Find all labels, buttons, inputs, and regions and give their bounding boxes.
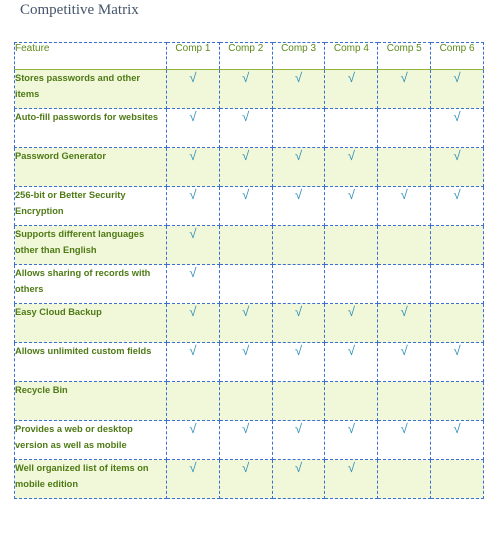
competitive-matrix-table [14,42,484,499]
feature-cell: Easy Cloud Backup [15,304,167,343]
empty-cell [219,226,272,265]
feature-cell: Stores passwords and other items [15,70,167,109]
column-header-comp-6: Comp 6 [431,43,484,70]
check-mark-cell: √ [325,421,378,460]
column-header-comp-4: Comp 4 [325,43,378,70]
check-mark-cell: √ [325,460,378,499]
check-mark-cell: √ [325,148,378,187]
check-mark-cell: √ [272,460,325,499]
check-mark-cell: √ [272,148,325,187]
empty-cell [431,265,484,304]
empty-cell [272,109,325,148]
table-row [15,460,484,499]
check-mark-cell: √ [378,343,431,382]
empty-cell [325,226,378,265]
column-header-comp-2: Comp 2 [219,43,272,70]
page-title: Competitive Matrix [20,2,139,18]
table-row [15,304,484,343]
empty-cell [167,382,220,421]
feature-cell: Allows sharing of records with others [15,265,167,304]
table-row [15,109,484,148]
empty-cell [431,460,484,499]
table-row [15,70,484,109]
check-mark-cell: √ [167,226,220,265]
check-mark-cell: √ [167,304,220,343]
feature-cell: Well organized list of items on mobile edition [15,460,167,499]
check-mark-cell: √ [325,343,378,382]
check-mark-cell: √ [167,343,220,382]
table-row [15,343,484,382]
check-mark-cell: √ [378,421,431,460]
empty-cell [378,109,431,148]
check-mark-cell: √ [219,460,272,499]
check-mark-cell: √ [272,70,325,109]
check-mark-cell: √ [325,187,378,226]
check-mark-cell: √ [219,70,272,109]
check-mark-cell: √ [219,421,272,460]
empty-cell [378,226,431,265]
table-row [15,265,484,304]
empty-cell [325,382,378,421]
check-mark-cell: √ [272,187,325,226]
check-mark-cell: √ [272,343,325,382]
check-mark-cell: √ [431,343,484,382]
empty-cell [378,148,431,187]
column-header-comp-3: Comp 3 [272,43,325,70]
check-mark-cell: √ [219,304,272,343]
check-mark-cell: √ [431,70,484,109]
check-mark-cell: √ [167,265,220,304]
table-row [15,226,484,265]
empty-cell [325,265,378,304]
feature-cell: Recycle Bin [15,382,167,421]
empty-cell [219,382,272,421]
check-mark-cell: √ [378,304,431,343]
feature-cell: Password Generator [15,148,167,187]
table-header-row [15,43,484,70]
feature-cell: Supports different languages other than English [15,226,167,265]
feature-cell: Provides a web or desktop version as well as mobile [15,421,167,460]
check-mark-cell: √ [167,187,220,226]
check-mark-cell: √ [431,148,484,187]
table-row [15,148,484,187]
empty-cell [431,226,484,265]
check-mark-cell: √ [219,187,272,226]
empty-cell [378,460,431,499]
check-mark-cell: √ [431,109,484,148]
column-header-comp-1: Comp 1 [167,43,220,70]
empty-cell [272,226,325,265]
column-header-comp-5: Comp 5 [378,43,431,70]
check-mark-cell: √ [219,148,272,187]
empty-cell [272,265,325,304]
check-mark-cell: √ [431,187,484,226]
check-mark-cell: √ [325,70,378,109]
table-row [15,382,484,421]
check-mark-cell: √ [431,421,484,460]
check-mark-cell: √ [167,460,220,499]
empty-cell [219,265,272,304]
table-row [15,421,484,460]
check-mark-cell: √ [167,148,220,187]
feature-cell: 256-bit or Better Security Encryption [15,187,167,226]
check-mark-cell: √ [167,70,220,109]
column-header-feature: Feature [15,43,167,70]
check-mark-cell: √ [378,70,431,109]
empty-cell [378,382,431,421]
empty-cell [431,382,484,421]
empty-cell [272,382,325,421]
check-mark-cell: √ [167,421,220,460]
check-mark-cell: √ [219,109,272,148]
check-mark-cell: √ [167,109,220,148]
table-row [15,187,484,226]
feature-cell: Auto-fill passwords for websites [15,109,167,148]
feature-cell: Allows unlimited custom fields [15,343,167,382]
table-body [15,70,484,499]
empty-cell [325,109,378,148]
empty-cell [378,265,431,304]
check-mark-cell: √ [325,304,378,343]
empty-cell [431,304,484,343]
check-mark-cell: √ [272,421,325,460]
check-mark-cell: √ [378,187,431,226]
check-mark-cell: √ [272,304,325,343]
check-mark-cell: √ [219,343,272,382]
